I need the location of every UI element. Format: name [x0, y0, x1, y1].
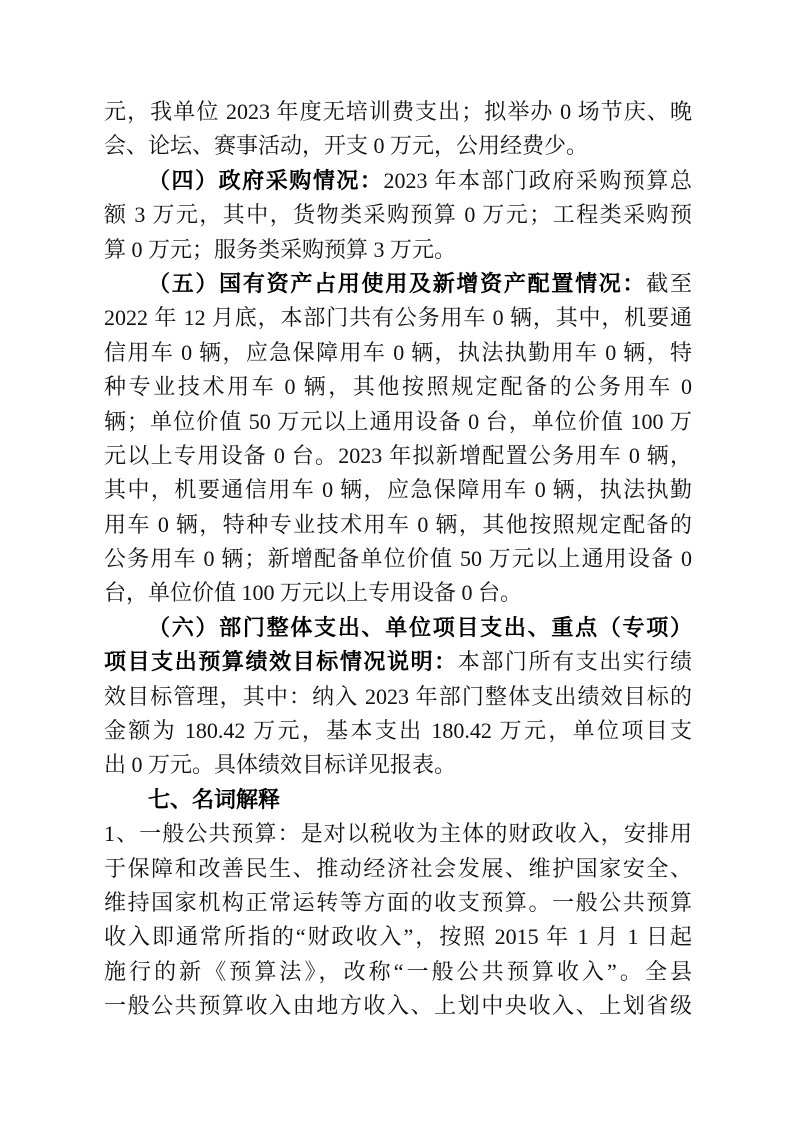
text-line [104, 301, 692, 335]
text-line [104, 164, 692, 198]
bold-text-segment: 项目支出预算绩效目标情况说明： [104, 649, 458, 675]
text-segment: 施行的新《预算法》，改称“一般公共预算收入”。全县 [104, 958, 692, 984]
bold-text-segment: （六）部门整体支出、单位项目支出、重点（专项） [148, 614, 692, 640]
text-line [104, 508, 692, 542]
text-segment: 效目标管理，其中：纳入 2023 年部门整体支出绩效目标的 [104, 683, 692, 709]
text-line [104, 680, 692, 714]
text-segment: 于保障和改善民生、推动经济社会发展、维护国家安全、 [104, 855, 692, 881]
text-segment: 出 0 万元。具体绩效目标详见报表。 [104, 752, 457, 778]
text-line [104, 989, 692, 1023]
text-segment: 种专业技术用车 0 辆，其他按照规定配备的公务用车 0 [104, 374, 692, 400]
bold-text-segment: （四）政府采购情况： [148, 167, 384, 193]
text-line [104, 129, 692, 163]
text-line [104, 920, 692, 954]
text-segment: 元以上专用设备 0 台。2023 年拟新增配置公务用车 0 辆， [104, 442, 692, 468]
text-line [104, 473, 692, 507]
text-segment: 台，单位价值 100 万元以上专用设备 0 台。 [104, 580, 523, 606]
bold-text-segment: （五）国有资产占用使用及新增资产配置情况： [148, 270, 647, 296]
text-line [104, 955, 692, 989]
text-line [104, 611, 692, 645]
text-line [104, 817, 692, 851]
text-segment: 截至 [646, 270, 692, 296]
text-line [104, 714, 692, 748]
text-line [104, 886, 692, 920]
text-segment: 额 3 万元，其中，货物类采购预算 0 万元；工程类采购预 [104, 202, 692, 228]
text-segment: 信用车 0 辆，应急保障用车 0 辆，执法执勤用车 0 辆，特 [104, 339, 692, 365]
text-segment: 辆；单位价值 50 万元以上通用设备 0 台，单位价值 100 万 [104, 408, 692, 434]
text-segment: 会、论坛、赛事活动，开支 0 万元，公用经费少。 [104, 133, 589, 159]
text-segment: 公务用车 0 辆；新增配备单位价值 50 万元以上通用设备 0 [104, 546, 692, 572]
text-line [104, 576, 692, 610]
text-segment: 1、一般公共预算：是对以税收为主体的财政收入，安排用 [104, 821, 692, 847]
text-line [104, 198, 692, 232]
text-segment: 2022 年 12 月底，本部门共有公务用车 0 辆，其中，机要通 [104, 305, 692, 331]
text-line [104, 542, 692, 576]
text-line [104, 336, 692, 370]
text-line [104, 645, 692, 679]
text-line [104, 748, 692, 782]
text-segment: 本部门所有支出实行绩 [457, 649, 692, 675]
text-segment: 一般公共预算收入由地方收入、上划中央收入、上划省级 [104, 993, 692, 1019]
document-body [104, 95, 692, 1024]
text-segment: 金额为 180.42 万元，基本支出 180.42 万元，单位项目支 [104, 718, 692, 744]
text-segment: 收入即通常所指的“财政收入”，按照 2015 年 1 月 1 日起 [104, 924, 692, 950]
text-line [104, 370, 692, 404]
text-segment: 2023 年本部门政府采购预算总 [383, 167, 692, 193]
text-segment: 元，我单位 2023 年度无培训费支出；拟举办 0 场节庆、晚 [104, 99, 692, 124]
text-line [104, 852, 692, 886]
text-segment: 其中，机要通信用车 0 辆，应急保障用车 0 辆，执法执勤 [104, 477, 692, 503]
text-segment: 用车 0 辆，特种专业技术用车 0 辆，其他按照规定配备的 [104, 511, 692, 537]
text-line [104, 95, 692, 129]
text-segment: 维持国家机构正常运转等方面的收支预算。一般公共预算 [104, 889, 692, 915]
bold-text-segment: 七、名词解释 [148, 786, 281, 812]
text-line [104, 233, 692, 267]
text-line [104, 439, 692, 473]
section-heading [104, 783, 692, 817]
text-line [104, 267, 692, 301]
text-line [104, 405, 692, 439]
text-segment: 算 0 万元；服务类采购预算 3 万元。 [104, 236, 457, 262]
